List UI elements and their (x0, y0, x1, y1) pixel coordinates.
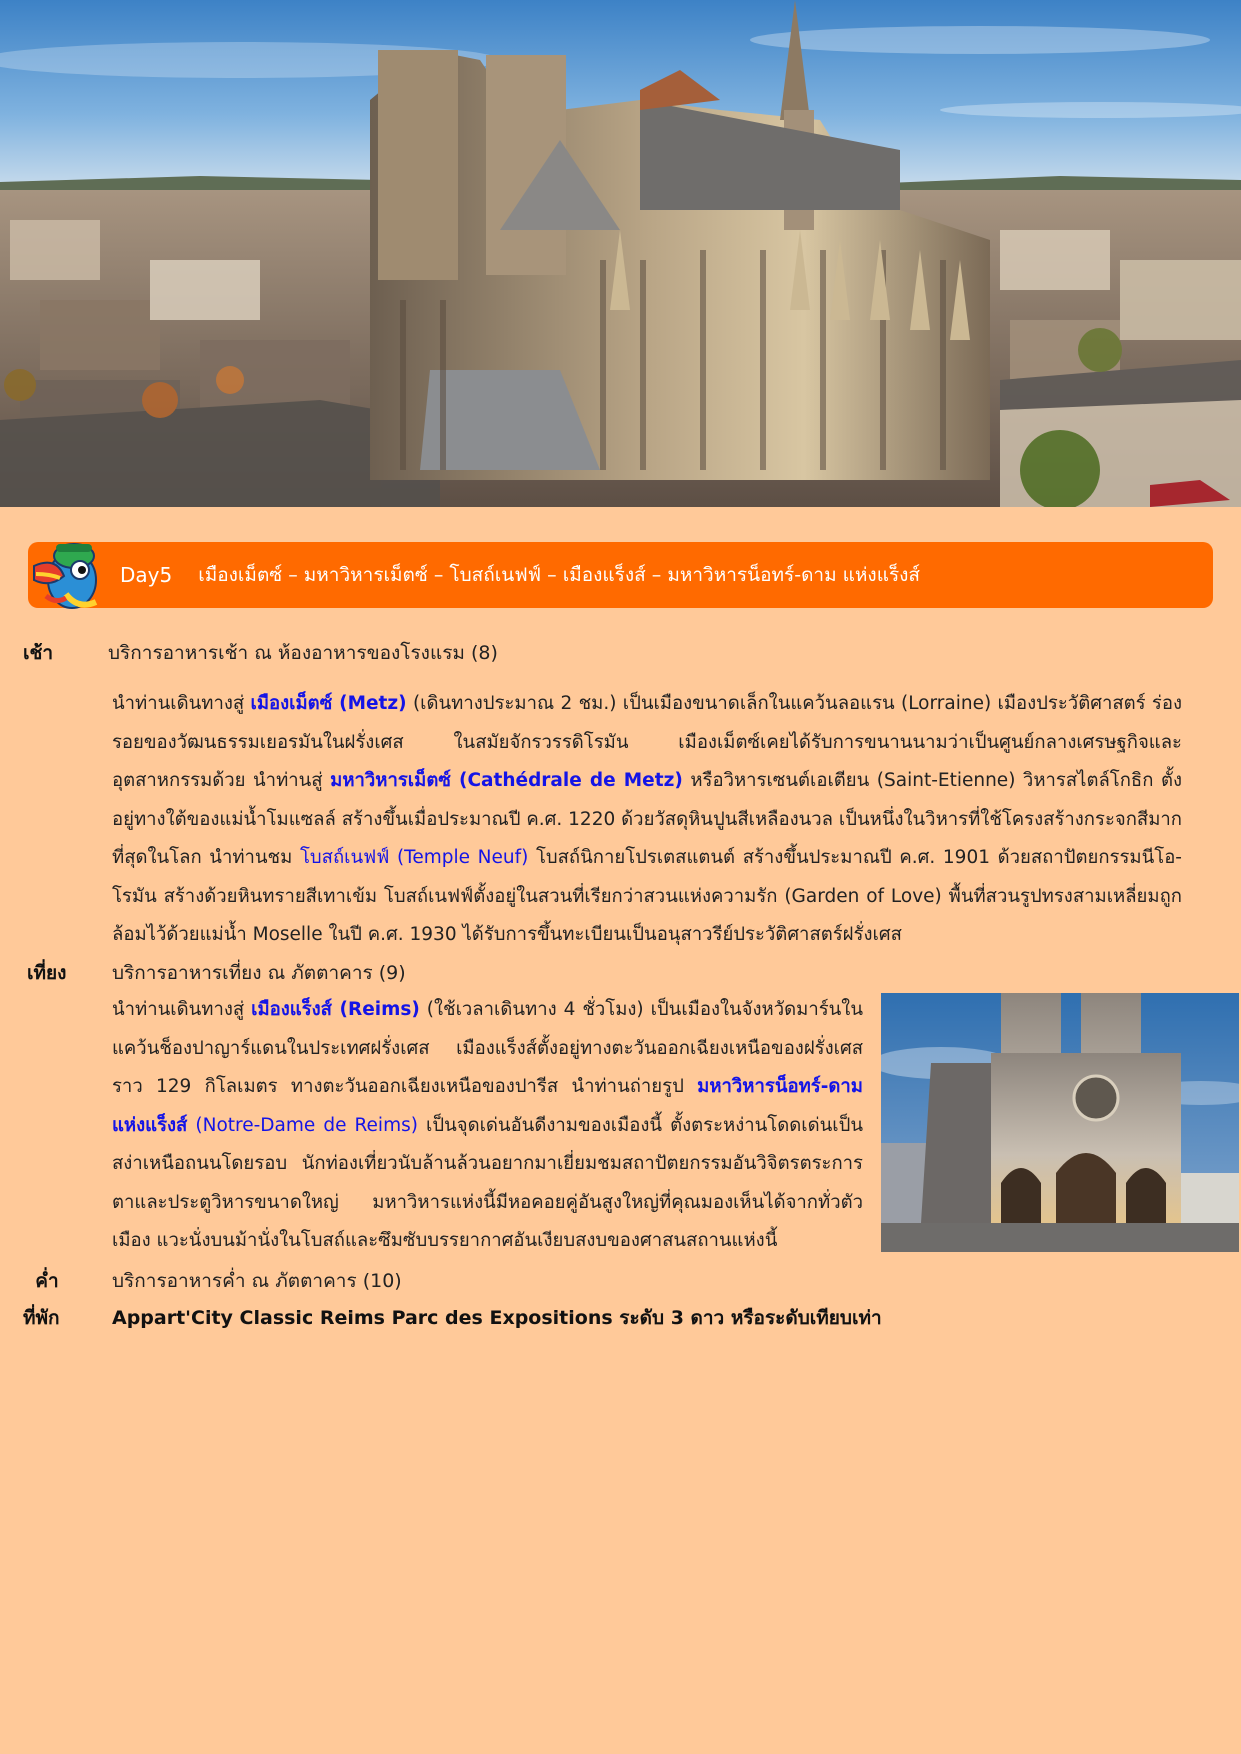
morning-p2: (เดินทางประมาณ 2 ชม.) เป็นเมืองขนาดเล็กในแคว้นลอแรน (Lorraine) เมืองประวัติศาสตร์ ร่องรอยของวัฒนธรรมเยอรมันในฝรั่งเศส ในสมัยจักรวรรดิโรมัน เมืองเม็ตซ์เคยได้รับการขนานนามว่าเป็นศูนย์กลางเศรษฐกิจและอุตสาหกรรมด้วย นำท่านสู่ (112, 693, 1182, 791)
breakfast-text: บริการอาหารเช้า ณ ห้องอาหารของโรงแรม (8) (108, 642, 498, 664)
morning-p3: หรือวิหารเซนต์เอเตียน (Saint-Etienne) วิหารสไตล์โกธิก ตั้งอยู่ทางใต้ของแม่น้ำโมแซลล์ สร้างขึ้นเมื่อประมาณปี ค.ศ. 1220 ด้วยวัสดุหินปูนสีเหลืองนวล เป็นหนึ่งในวิหารที่ใช้โครงสร้างกระจกสีมากที่สุดในโลก นำท่านชม (112, 770, 1182, 868)
highlight-reims: เมืองแร็งส์ (Reims) (251, 999, 420, 1020)
label-evening: ค่ำ (35, 1270, 59, 1292)
highlight-metz-cathedral: มหาวิหารเม็ตซ์ (Cathédrale de Metz) (330, 770, 683, 791)
label-noon: เที่ยง (27, 962, 67, 984)
day-banner (28, 542, 1213, 608)
highlight-temple-neuf: โบสถ์เนฟฟ์ (Temple Neuf) (299, 847, 529, 868)
highlight-notre-dame: มหาวิหารน็อทร์-ดาม แห่งแร็งส์ (112, 1076, 863, 1136)
dinner-text: บริการอาหารค่ำ ณ ภัตตาคาร (10) (112, 1270, 402, 1292)
day-number: Day5 (120, 563, 173, 587)
morning-paragraph (112, 685, 1182, 955)
morning-p4: โบสถ์นิกายโปรเตสแตนต์ สร้างขึ้นประมาณปี ค.ศ. 1901 ด้วยสถาปัตยกรรมนีโอ-โรมัน สร้างด้วยหินทรายสีเทาเข้ม โบสถ์เนฟฟ์ตั้งอยู่ในสวนที่เรียกว่าสวนแห่งความรัก (Garden of Love) พื้นที่สวนรูปทรงสามเหลี่ยมถูกล้อมไว้ด้วยแม่น้ำ Moselle ในปี ค.ศ. 1930 ได้รับการขึ้นทะเบียนเป็นอนุสาวรีย์ประวัติศาสตร์ฝรั่งเศส (112, 847, 1182, 945)
highlight-notre-dame-en: (Notre-Dame de Reims) (195, 1114, 418, 1136)
lunch-text: บริการอาหารเที่ยง ณ ภัตตาคาร (9) (112, 962, 406, 984)
label-hotel: ที่พัก (23, 1307, 60, 1329)
noon-p2: (ใช้เวลาเดินทาง 4 ชั่วโมง) เป็นเมืองในจังหวัดมาร์นในแคว้นช็องปาญาร์แดนในประเทศฝรั่งเศส เมืองแร็งส์ตั้งอยู่ทางตะวันออกเฉียงเหนือของฝรั่งเศสราว 129 กิโลเมตร ทางตะวันออกเฉียงเหนือของปารีส นำท่านถ่ายรูป (112, 999, 863, 1097)
highlight-metz: เมืองเม็ตซ์ (Metz) (250, 693, 407, 714)
reims-cathedral-photo (881, 993, 1239, 1252)
morning-p1: นำท่านเดินทางสู่ (112, 693, 251, 714)
noon-p3: เป็นจุดเด่นอันดีงามของเมืองนี้ ตั้งตระหง่านโดดเด่นเป็นสง่าเหนือถนนโดยรอบ นักท่องเที่ยวนับล้านล้วนอยากมาเยี่ยมชมสถาปัตยกรรมอันวิจิตรตระการตาและประตูวิหารขนาดใหญ่ มหาวิหารแห่งนี้มีหอคอยคู่อันสูงใหญ่ที่คุณมองเห็นได้จากทั่วตัวเมือง แวะนั่งบนม้านั่งในโบสถ์และซึมซับบรรยากาศอันเงียบสงบของศาสนสถานแห่งนี้ (112, 1114, 863, 1251)
hero-cathedral-photo (0, 0, 1241, 507)
label-morning: เช้า (23, 642, 54, 664)
noon-p1: นำท่านเดินทางสู่ (112, 999, 252, 1020)
cathedral-illustration (0, 0, 1241, 507)
parrot-mascot-icon (26, 536, 106, 614)
day-route-title: เมืองเม็ตซ์ – มหาวิหารเม็ตซ์ – โบสถ์เนฟฟ์ – เมืองแร็งส์ – มหาวิหารน็อทร์-ดาม แห่งแร็งส์ (198, 564, 921, 586)
hotel-text: Appart'City Classic Reims Parc des Expositions ระดับ 3 ดาว หรือระดับเทียบเท่า (112, 1307, 882, 1329)
noon-paragraph (112, 991, 863, 1261)
